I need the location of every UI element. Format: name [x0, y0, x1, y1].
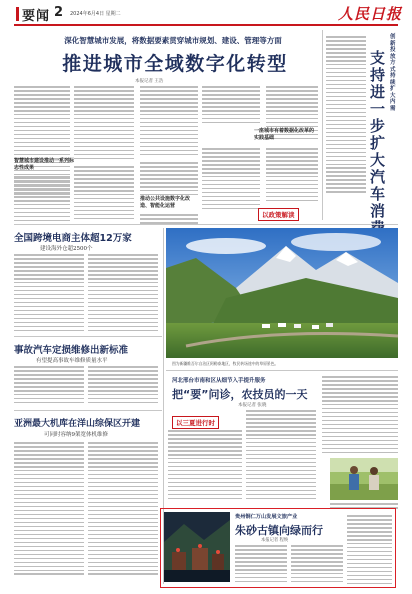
- policy-badge: 以政策解读: [258, 208, 299, 221]
- auto-standard-body-2: [88, 366, 158, 406]
- auto-standard-body-1: [14, 366, 84, 406]
- farmers-illustration: [330, 458, 398, 500]
- cross-border-headline: 全国跨境电商主体超12万家: [14, 233, 132, 244]
- highlight-photo: [164, 512, 230, 582]
- side-body: [326, 36, 366, 195]
- auto-standard-subhead: 有望提高事故车维修质量水平: [36, 358, 108, 364]
- hebei-body-2: [246, 410, 316, 502]
- lead-body-col-3b: [140, 162, 198, 198]
- asia-subhead: 可同时容纳9架宽体机维修: [44, 432, 109, 438]
- page-number: 2: [54, 5, 64, 20]
- masthead: [0, 0, 412, 26]
- lead-subhead-1: 智慧城市建设推动一系列标志性成果: [14, 158, 75, 171]
- rule-section-4: [166, 370, 398, 371]
- highlight-byline: 本报记者 程焕: [261, 538, 289, 543]
- lead-body-col-3: [140, 86, 198, 158]
- masthead-logo: 人民日报: [338, 5, 403, 23]
- rule-right-col: [322, 30, 323, 220]
- photo-caption: 图为新疆维吾尔自治区阿勒泰地区，牧民转场途中的草原景色。: [172, 361, 279, 366]
- hebei-byline: 本报记者 张晓: [238, 403, 267, 408]
- cross-border-body-1: [14, 254, 84, 334]
- side-kicker: 创新投放方式持续扩大内需: [390, 34, 396, 112]
- highlight-story: [160, 508, 396, 588]
- lead-kicker: 深化智慧城市发展，将数据要素贯穿城市规划、建设、管理等方面: [64, 36, 282, 45]
- hebei-kicker: 河北邢台市南和区从细节入手提升服务: [172, 378, 266, 384]
- lead-body-col-2b: [74, 166, 134, 222]
- highlight-body-2: [291, 545, 343, 585]
- highlight-kicker: 贵州铜仁万山发展文旅产业: [235, 514, 298, 520]
- landscape-photo: [166, 228, 398, 358]
- lead-subhead-2: 推动公共设施数字化改造、智能化运营: [140, 196, 191, 209]
- rule-section-2: [14, 336, 162, 337]
- lead-body-col-5b: [266, 148, 318, 204]
- cross-border-subhead: 建设海外仓超2500个: [40, 246, 93, 252]
- lead-body-col-1b: [14, 176, 70, 224]
- rule-section-3: [14, 410, 162, 411]
- hebei-body-1: [168, 430, 242, 502]
- farmers-photo: [330, 458, 398, 500]
- masthead-rule: [14, 24, 398, 26]
- asia-headline: 亚洲最大机库在洋山综保区开建: [14, 419, 141, 429]
- lead-byline: 本报记者 王浩: [135, 79, 164, 84]
- hebei-headline: 把“要”问诊，农技员的一天: [172, 388, 308, 401]
- section-tab: [16, 7, 19, 21]
- harvest-badge: 以三夏进行时: [172, 416, 219, 429]
- date-line: 2024年6月4日 星期二: [70, 11, 121, 17]
- highlight-headline: 朱砂古镇向绿而行: [235, 524, 323, 537]
- landscape-illustration: [166, 228, 398, 358]
- lead-body-col-2: [74, 86, 134, 162]
- highlight-body-3: [347, 515, 392, 587]
- lead-subhead-3: 一座城市有着数据化改革的实践基础: [254, 128, 315, 141]
- cross-border-body-2: [88, 254, 158, 334]
- ancient-town-illustration: [164, 512, 230, 582]
- asia-body-1: [14, 442, 84, 577]
- lead-body-col-4b: [202, 148, 260, 212]
- section-label: 要闻: [22, 9, 51, 24]
- lead-body-col-4: [202, 86, 260, 126]
- hebei-body-3: [322, 376, 398, 456]
- rule-section-1: [14, 224, 398, 225]
- lead-headline: 推进城市全域数字化转型: [62, 53, 288, 75]
- auto-standard-headline: 事故汽车定损维修出新标准: [14, 345, 129, 356]
- asia-body-2: [88, 442, 158, 577]
- highlight-body-1: [235, 545, 287, 585]
- side-headline: 支持进一步扩大汽车消: [370, 49, 386, 220]
